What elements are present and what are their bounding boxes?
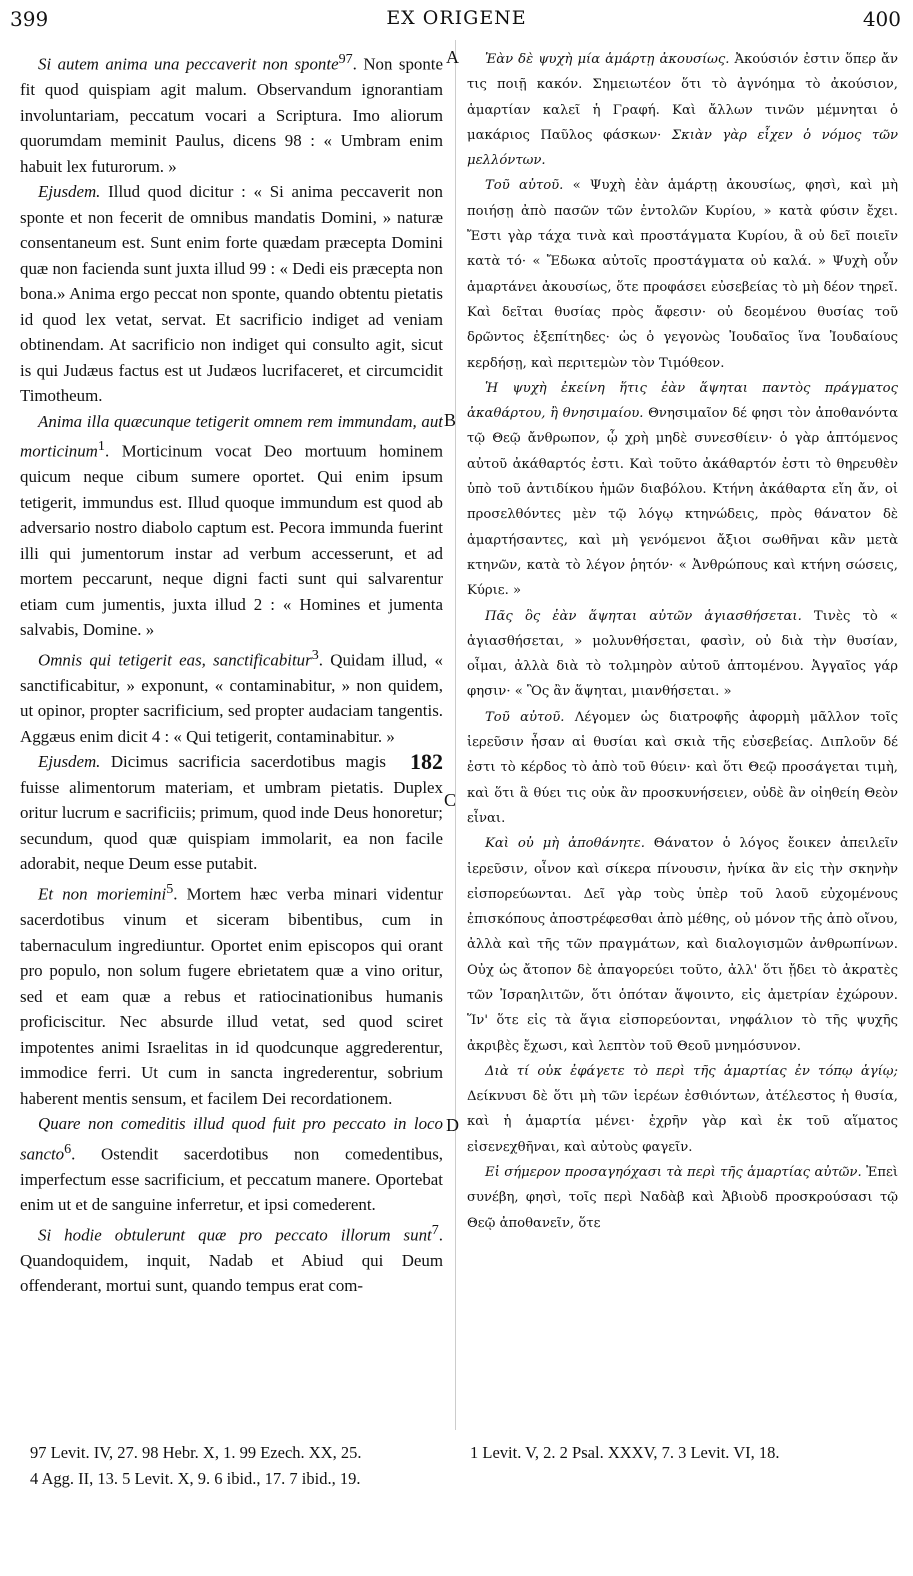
greek-text: « Ψυχὴ ἐὰν ἁμάρτῃ ἀκουσίως, φησὶ, καὶ μὴ ποιήσῃ ἀπὸ πασῶν τῶν ἐντολῶν Κυρίου, » κατὰ φύσιν ἔχει. Ἔστι γὰρ τάχα τινὰ καὶ προστάγματα Κυρίου, ἃ οὐ δεῖ ποιεῖν κατὰ τό· « Ἔδωκα αὐτοῖς προστάγματα οὐ καλά. » Ψυχὴ οὖν ἁμαρτάνει ἀκουσίως, ὅτε προφάσει εὐσεβείας τὸ μὴ δέον τηρεῖ. Καὶ δεῖται θυσίας πρὸς ἄφεσιν· οὐ δεομένου θυσίας τοῦ δρῶντος ἐξεπίτηδες· ὡς ὁ γεγονὼς Ἰουδαῖος ἵνα Ἰουδαίους κερδήσῃ, καὶ περιτεμὼν τὸν Τιμόθεον. xyxy=(467,178,898,371)
greek-text: Ἐπεὶ συνέβη, φησὶ, τοῖς περὶ Ναδὰβ καὶ Ἀβιοὺδ προσκρούσασι τῷ Θεῷ ἀποθανεῖν, ὅτε xyxy=(467,1165,898,1231)
greek-lemma: Ἡ ψυχὴ ἐκείνη ἥτις ἐὰν ἅψηται παντὸς πράγματος ἀκαθάρτου, ἢ θνησιμαίου. xyxy=(467,380,898,422)
latin-lemma: Anima illa quæcunque tetigerit omnem rem immundam, aut morticinum xyxy=(20,411,443,461)
left-page-number: 399 xyxy=(10,7,49,31)
greek-quotation: Σκιὰν γὰρ εἶχεν ὁ νόμος τῶν μελλόντων. xyxy=(467,127,898,169)
greek-paragraph xyxy=(467,1160,898,1236)
footnote-group: 1 Levit. V, 2. 2 Psal. XXXV, 7. 3 Levit. VI, 18. xyxy=(470,1443,780,1462)
latin-lemma: Omnis qui tetigerit eas, sanctificabitur xyxy=(38,650,312,670)
greek-column xyxy=(467,47,898,1435)
greek-lemma: Τοῦ αὐτοῦ. xyxy=(485,709,565,725)
greek-text: Δείκνυσι δὲ ὅτι μὴ τῶν ἱερέων ἐσθιόντων, ἀτέλεστος ἡ θυσία, καὶ ἡ ἁμαρτία μένει· ἐχρῆν γὰρ καὶ ἐκ τοῦ αἵματος εἰσενεχθῆναι, καὶ αὐτοὺς φαγεῖν. xyxy=(467,1089,898,1155)
latin-text: . Non sponte fit quod quispiam agit malum. Observandum ignorantiam involuntariam, peccatum vocari a Scriptura. Imo aliorum quorumdam meminit Paulus, dicens 98 : « Umbram enim habuit lex futurorum. » xyxy=(20,54,443,176)
footnote-row xyxy=(30,1466,890,1492)
latin-paragraph xyxy=(20,1111,443,1218)
greek-paragraph xyxy=(467,604,898,705)
footnote-ref: 97 xyxy=(338,51,353,67)
footnote-group: 4 Agg. II, 13. 5 Levit. X, 9. 6 ibid., 17. 7 ibid., 19. xyxy=(30,1469,361,1488)
footnote-row xyxy=(30,1440,890,1466)
greek-paragraph xyxy=(467,173,898,375)
greek-lemma: Πᾶς ὃς ἐὰν ἅψηται αὐτῶν ἁγιασθήσεται. xyxy=(485,608,802,624)
greek-paragraph xyxy=(467,705,898,831)
latin-text: . Mortem hæc verba minari videntur sacerdotibus vinum et siceram bibentibus, cum in tabernaculum ingrediuntur. Oportet enim episcopos qui orant pro populo, non solum fugere ebrietatem quæ a vino oritur, sed et eam quæ a rebus et ratiocinationibus humanis proficiscitur. Nec absurde illud vetat, sed quod sciret impotentes animi Israelitas in id quodcunque aggrederentur, immodice ferri. Ut cum in sancta ingrederentur, sobrium haberent mentis sensum, et facilem Dei recordationem. xyxy=(20,884,443,1108)
latin-column xyxy=(20,47,443,1435)
latin-lemma: Et non moriemini xyxy=(38,884,167,904)
footnote-ref: 5 xyxy=(166,880,174,897)
edition-column-number: 182 xyxy=(410,749,443,775)
latin-lemma: Si autem anima una peccaverit non sponte xyxy=(38,54,339,74)
latin-text: . Ostendit sacerdotibus non comedentibus, imperfectum esse sacrificium, et peccatum manere. Oportebat enim ut et de sanguine inferretur, et ipsi comederent. xyxy=(20,1144,443,1215)
column-divider xyxy=(455,40,456,1430)
greek-lemma: Εἰ σήμερον προσαγηόχασι τὰ περὶ τῆς ἁμαρτίας αὐτῶν. xyxy=(485,1165,862,1181)
latin-paragraph xyxy=(20,877,443,1111)
greek-lemma: Διὰ τί οὐκ ἐφάγετε τὸ περὶ τῆς ἁμαρτίας ἐν τόπῳ ἁγίῳ; xyxy=(485,1063,898,1079)
greek-text: Ἀκούσιόν ἐστιν ὅπερ ἄν τις ποιῇ κακόν. Σημειωτέον ὅτι τὸ ἀγνόημα τὸ ἀκούσιον, ἁμαρτίαν καλεῖ ἡ Γραφή. Καὶ ἄλλων τινῶν μέμνηται ὁ μακάριος Παῦλος φάσκων· xyxy=(467,52,898,143)
footnote-ref: 7 xyxy=(431,1221,439,1238)
latin-paragraph xyxy=(20,179,443,409)
latin-paragraph xyxy=(20,1218,443,1299)
greek-paragraph xyxy=(467,47,898,173)
footnote-ref: 1 xyxy=(97,438,105,455)
footnotes xyxy=(30,1440,890,1492)
latin-paragraph xyxy=(20,749,443,877)
running-title: EX ORIGENE xyxy=(386,7,527,29)
latin-text: Illud quod dicitur : « Si anima peccaverit non sponte et non fecerit de omnibus mandatis Domini, » naturæ consentaneum est. Sunt enim forte quædam præcepta Domini quæ non facienda sunt juxta illud 99 : « Dedi eis præcepta non bona.» Anima ergo peccat non sponte, quando obtentu pietatis id quod lex vetat, servat. Et sacrificio indiget ad veniam obtinendam. At sacrificio non indiget qui consulto agit, sicut is qui Judæus factus est ut Judæos lucrifaceret, et circumcidit Timotheum. xyxy=(20,182,443,406)
latin-text: Dicimus sacrificia sacerdotibus magis fuisse alimentorum materiam, et umbram pietatis. Duplex oritur lucrum e sacrificiis; primum, quod inde Deus honoretur; secundum, quod quæ quispiam immolarit, ea non facile adorabit, neque Deum esse putabit. xyxy=(20,752,443,874)
greek-lemma: Ἐὰν δὲ ψυχὴ μία ἁμάρτῃ ἀκουσίως. xyxy=(485,52,730,67)
greek-text: Θάνατον ὁ λόγος ἔοικεν ἀπειλεῖν ἱερεῦσιν, οἶνον καὶ σίκερα πίνουσιν, ἡνίκα ἂν εἰς τὴν σκηνὴν εἰσπορεύωνται. Δεῖ γὰρ τοὺς ὑπὲρ τοῦ λαοῦ εὐχομένους ἐπισκόπους ἀποστρέφεσθαι ἀπὸ μέθης, οὐ μόνον τῆς ἀπὸ οἴνου, ἀλλὰ καὶ τῆς τῶν πραγμάτων, καὶ διαλογισμῶν ἀνθρωπίνων. Οὐχ ὡς ἄτοπον δὲ ἀπαγορεύει τοῦτο, ἀλλ' ὅτι ᾔδει τὸ ἀκρατὲς τῶν Ἰσραηλιτῶν, ὅτι ὁπόταν ἅψοιντο, εἰς ἀμετρίαν ἐχώρουν. Ἵν' ὅτε εἰς τὰ ἅγια εἰσπορεύονται, νηφάλιον τὸ τῆς ψυχῆς ἀκριβὲς ἔχωσι, καὶ λεπτὸν τοῦ Θεοῦ μνημόσυνον. xyxy=(467,836,898,1054)
greek-text: Τινὲς τὸ « ἁγιασθήσεται, » μολυνθήσεται, φασὶν, οὐ διὰ τὴν θυσίαν, οἶμαι, ἀλλὰ διὰ τὸ τολμηρὸν αὐτοῦ ἁπτομένου. Ἀγγαῖος γάρ φησιν· « Ὃς ἂν ἅψηται, μιανθήσεται. » xyxy=(467,608,898,700)
footnote-group: 97 Levit. IV, 27. 98 Hebr. X, 1. 99 Ezech. XX, 25. xyxy=(30,1443,362,1462)
latin-paragraph xyxy=(20,643,443,750)
latin-lemma: Quare non comeditis illud quod fuit pro peccato in loco sancto xyxy=(20,1114,443,1164)
greek-text: Θνησιμαῖον δέ φησι τὸν ἀποθανόντα τῷ Θεῷ ἄνθρωπον, ᾧ χρὴ μηδὲ συνεσθίειν· ὁ γὰρ ἁπτόμενος αὐτοῦ ἀκάθαρτός ἐστι. Καὶ τοῦτο ἀκάθαρτόν ἐστι τὸ θηρευθὲν ὑπὸ τοῦ ἀντιδίκου ἡμῶν διαβόλου. Κτήνη ἀκάθαρτα εἴη ἄν, οἱ προσελθόντες μὲν τῷ λόγῳ κτηνώδεις, πρὸς θάνατον δὲ ἁμαρτήσαντες, καὶ μὴ γενόμενοι ἄξιοι σωθῆναι κἂν μετὰ κτηνῶν, κατὰ τὸ λέγον ῥητόν· « Ἀνθρώπους καὶ κτήνη σώσεις, Κύριε. » xyxy=(467,406,898,599)
latin-text: . Morticinum vocat Deo mortuum hominem quicum neque cibum sumere oportet. Qui enim ipsum tetigerit, immundus est. Illud quoque immundum est quod ab adversario nostro diabolo captum est. Pecora immunda fuerint illi qui jumentorum instar ad verbum accesserunt, et ad mortem peccarunt, neque digni facti sunt qui salvarentur etiam cum jumentis, juxta illud 2 : « Homines et jumenta salvabis, Domine. » xyxy=(20,441,443,640)
latin-lemma: Ejusdem. xyxy=(38,752,101,772)
latin-lemma: Si hodie obtulerunt quæ pro peccato illorum sunt xyxy=(38,1225,432,1245)
latin-text: . Quandoquidem, inquit, Nadab et Abiud qui Deum offenderant, mortui sunt, quando tempus erat com- xyxy=(20,1225,443,1296)
latin-lemma: Ejusdem. xyxy=(38,182,101,202)
latin-paragraph xyxy=(20,47,443,179)
section-marker-d: D xyxy=(446,1115,459,1135)
section-marker-a: A xyxy=(446,47,459,67)
latin-paragraph xyxy=(20,409,443,643)
section-marker-c: C xyxy=(444,790,457,810)
greek-paragraph xyxy=(467,376,898,604)
section-marker-b: B xyxy=(444,410,457,430)
footnote-ref: 3 xyxy=(311,646,319,663)
right-page-number: 400 xyxy=(862,7,901,31)
greek-paragraph xyxy=(467,831,898,1059)
greek-lemma: Τοῦ αὐτοῦ. xyxy=(485,178,564,194)
latin-text: . Quidam illud, « sanctificabitur, » exponunt, « contaminabitur, » non quidem, ut opinor, propter sacrificium, sed propter audaciam tangentis. Aggæus enim dicit 4 : « Qui tetigerit, contaminabitur. » xyxy=(20,650,443,746)
greek-text: Λέγομεν ὡς διατροφῆς ἀφορμὴ μᾶλλον τοῖς ἱερεῦσιν ἦσαν αἱ θυσίαι καὶ σκιὰ τῆς εὐσεβείας. Διπλοῦν δέ ἐστι τὸ κέρδος τὸ ἀπὸ τοῦ θύειν· καὶ ὅτι Θεῷ προσάγεται τιμὴ, καὶ ὅτι ἃ θύει τις οὐκ ἂν προσκυνήσειεν, οὐδὲ ἂν οἰηθείη Θεὸν εἶναι. xyxy=(467,709,898,826)
greek-paragraph xyxy=(467,1059,898,1160)
greek-lemma: Καὶ οὐ μὴ ἀποθάνητε. xyxy=(485,836,645,852)
footnote-ref: 6 xyxy=(64,1140,72,1157)
page-header xyxy=(0,0,913,40)
